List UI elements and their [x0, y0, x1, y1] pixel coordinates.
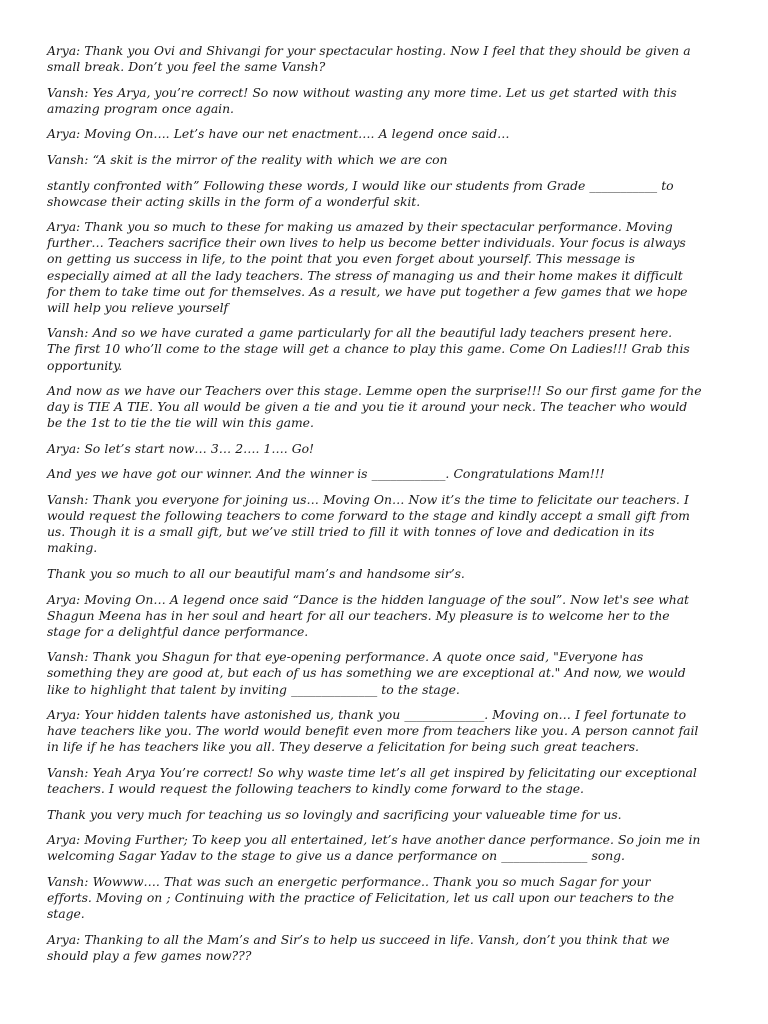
text-line: will help you relieve yourself: [47, 299, 229, 315]
text-line: Arya: Your hidden talents have astonished us, thank you _____________. Moving on… I feel fortunate to: [47, 707, 686, 723]
text-line: stage for a delightful dance performance.: [47, 623, 309, 639]
text-line: be the 1st to tie the tie will win this game.: [47, 415, 314, 431]
text-line: Arya: Moving On… A legend once said “Dance is the hidden language of the soul”. Now let's see what: [47, 591, 689, 607]
text-line: welcoming Sagar Yadav to the stage to give us a dance performance on ______________ song.: [47, 848, 625, 864]
text-line: Vansh: Yeah Arya You’re correct! So why waste time let’s all get inspired by felicitating our exceptional: [47, 764, 697, 780]
text-line: showcase their acting skills in the form of a wonderful skit.: [47, 193, 421, 209]
text-line: stage.: [47, 906, 85, 922]
paragraph-tie-a-tie: [47, 383, 728, 431]
paragraph-arya-hidden-talents: [47, 707, 728, 755]
text-line: Arya: So let’s start now… 3… 2…. 1…. Go!: [47, 440, 314, 456]
text-line: like to highlight that talent by inviting ______________ to the stage.: [47, 681, 460, 697]
text-line: Arya: Thanking to all the Mam’s and Sir’s to help us succeed in life. Vansh, don’t you think that we: [47, 931, 670, 947]
paragraph-vansh-felicitate: [47, 492, 728, 556]
text-line: something they are good at, but each of us has something we are exceptional at." And now, we would: [47, 665, 686, 681]
paragraph-vansh-game-ladies: [47, 325, 728, 373]
text-line: Vansh: Thank you everyone for joining us… Moving On… Now it’s the time to felicitate our teachers. I: [47, 492, 689, 508]
paragraph-vansh-felicitating: [47, 765, 728, 797]
paragraph-arya-teachers-sacrifice: [47, 219, 728, 316]
paragraph-arya-dance-shagun: [47, 592, 728, 640]
text-line: Thank you very much for teaching us so lovingly and sacrificing your valueable time for us.: [47, 806, 622, 822]
paragraph-vansh-energetic: [47, 874, 728, 922]
text-line: Thank you so much to all our beautiful mam’s and handsome sir’s.: [47, 565, 465, 581]
text-line: Arya: Moving Further; To keep you all entertained, let’s have another dance performance. So join me in: [47, 832, 701, 848]
paragraph-arya-countdown: [47, 441, 728, 457]
paragraph-arya-dance-sagar: [47, 832, 728, 864]
text-line: Vansh: Thank you Shagun for that eye-opening performance. A quote once said, "Everyone has: [47, 649, 644, 665]
text-line: Vansh: And so we have curated a game particularly for all the beautiful lady teachers present here.: [47, 325, 673, 341]
text-line: small break. Don’t you feel the same Vansh?: [47, 59, 326, 75]
paragraph-thank-mams-sirs: [47, 566, 728, 582]
text-line: Vansh: “A skit is the mirror of the reality with which we are con: [47, 151, 448, 167]
text-line: especially aimed at all the lady teachers. The stress of managing us and their home makes it difficult: [47, 267, 683, 283]
text-line: amazing program once again.: [47, 100, 234, 116]
paragraph-vansh-get-started: [47, 85, 728, 117]
text-line: Shagun Meena has in her soul and heart for all our teachers. My pleasure is to welcome her to the: [47, 607, 670, 623]
text-line: in life if he has teachers like you all. They deserve a felicitation for being such great teachers.: [47, 739, 639, 755]
text-line: on getting us success in life, to the point that you even forget about yourself. This message is: [47, 251, 635, 267]
text-line: Arya: Thank you so much to these for making us amazed by their spectacular performance. Moving: [47, 219, 673, 235]
paragraph-arya-net-enactment: [47, 126, 728, 142]
text-line: should play a few games now???: [47, 947, 252, 963]
text-line: day is TIE A TIE. You all would be given a tie and you tie it around your neck. The teacher who would: [47, 399, 688, 415]
paragraph-arya-games: [47, 932, 728, 964]
text-line: opportunity.: [47, 357, 123, 373]
paragraph-winner: [47, 466, 728, 482]
text-line: And now as we have our Teachers over this stage. Lemme open the surprise!!! So our first game for the: [47, 383, 702, 399]
text-line: And yes we have got our winner. And the winner is ____________. Congratulations Mam!!!: [47, 466, 605, 482]
text-line: Vansh: Wowww…. That was such an energetic performance.. Thank you so much Sagar for your: [47, 873, 651, 889]
paragraph-skit-invite: [47, 178, 728, 210]
text-line: efforts. Moving on ; Continuing with the practice of Felicitation, let us call upon our teachers to the: [47, 889, 674, 905]
text-line: Arya: Thank you Ovi and Shivangi for your spectacular hosting. Now I feel that they should be given a: [47, 43, 691, 58]
text-line: would request the following teachers to come forward to the stage and kindly accept a small gift from: [47, 508, 690, 524]
paragraph-arya-thanks-hosts: [47, 43, 728, 75]
paragraph-thank-teaching: [47, 807, 728, 823]
paragraph-vansh-talent: [47, 649, 728, 697]
text-line: further… Teachers sacrifice their own lives to help us become better individuals. Your focus is always: [47, 235, 686, 251]
text-line: have teachers like you. The world would benefit even more from teachers like you. A person cannot fail: [47, 723, 699, 739]
text-line: us. Though it is a small gift, but we’ve still tried to fill it with tonnes of love and dedication in its: [47, 524, 655, 540]
text-line: for them to take time out for themselves. As a result, we have put together a few games that we hope: [47, 283, 688, 299]
text-line: The first 10 who’ll come to the stage will get a chance to play this game. Come On Ladies!!! Grab this: [47, 341, 690, 357]
text-line: making.: [47, 540, 98, 556]
text-line: teachers. I would request the following teachers to kindly come forward to the stage.: [47, 780, 584, 796]
paragraph-vansh-skit-quote: [47, 152, 728, 168]
text-line: stantly confronted with” Following these words, I would like our students from Grade ___________ to: [47, 177, 674, 193]
text-line: Vansh: Yes Arya, you’re correct! So now without wasting any more time. Let us get started with this: [47, 84, 677, 100]
text-line: Arya: Moving On…. Let’s have our net enactment…. A legend once said…: [47, 126, 510, 142]
